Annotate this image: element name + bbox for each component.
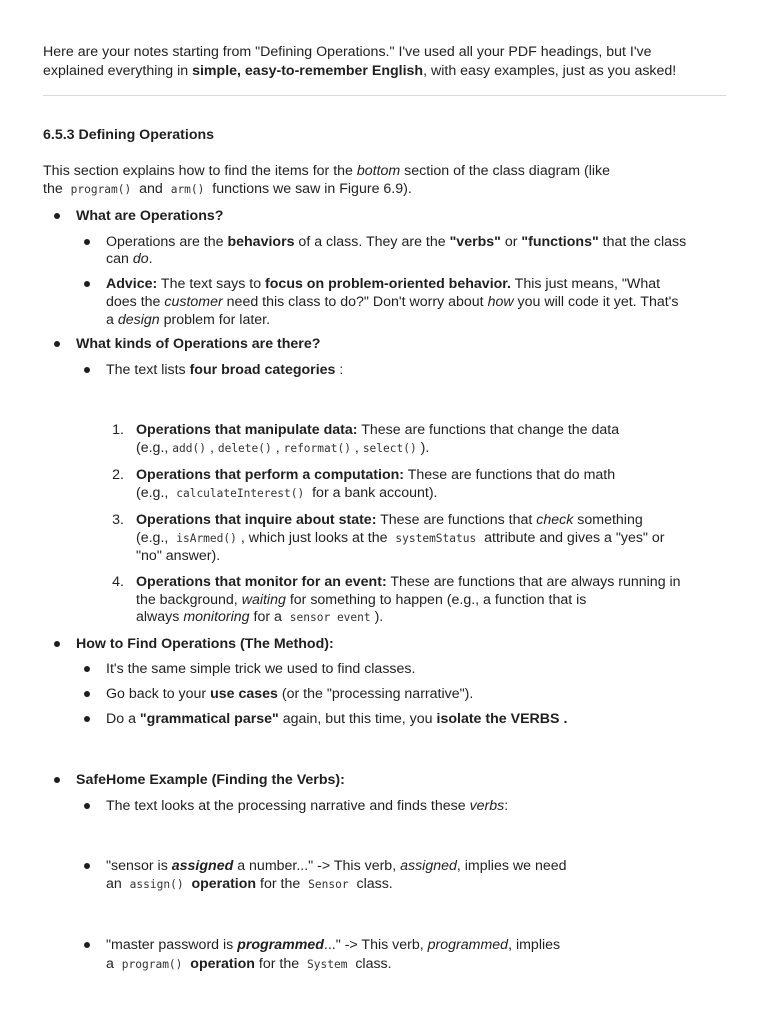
text: you will code it yet. That's [513, 294, 679, 310]
text: for the [258, 956, 300, 972]
list-number: 3. [112, 512, 124, 528]
text: (or the "processing narrative"). [277, 686, 474, 702]
text: a [106, 956, 114, 972]
text: (e.g., [136, 485, 169, 501]
text: always [136, 609, 184, 625]
text: The text looks at the processing narrative and finds these [106, 798, 470, 814]
bullet-icon [84, 367, 90, 373]
category-1-line-2 [136, 439, 429, 459]
bold-text: Operations that monitor for an event: [136, 574, 387, 590]
text: , [354, 440, 359, 456]
text: , [209, 440, 214, 456]
bold-text: operation [191, 876, 257, 892]
text: : [335, 362, 344, 378]
bullet-icon [54, 341, 60, 347]
text: a number..." -> This verb, [233, 858, 401, 874]
text: need this class to do?" Don't worry about [222, 294, 488, 310]
what-are-bullet-2-line-3 [106, 311, 270, 330]
text: (e.g., [136, 530, 169, 546]
bold-text: behaviors [227, 234, 295, 250]
text: section of the class diagram (like [400, 163, 610, 179]
italic-text: how [487, 294, 514, 310]
text: attribute and gives a "yes" or [484, 530, 665, 546]
text: This section explains how to find the items for the [43, 163, 357, 179]
bold-text: four broad categories [189, 362, 336, 378]
safehome-bullet-2-line-1 [106, 857, 567, 876]
what-are-bullet-1-line-1 [106, 233, 686, 252]
code-is-armed: isArmed() [176, 532, 237, 545]
code-program: program() [70, 183, 132, 196]
bold-text: Operations that manipulate data: [136, 422, 358, 438]
bullet-icon [54, 777, 60, 783]
text: Do a [106, 711, 140, 727]
bullet-heading-kinds: What kinds of Operations are there? [76, 336, 321, 352]
text: , implies [508, 937, 561, 953]
section-intro-line-2 [43, 180, 412, 200]
bold-text: Advice: [106, 276, 158, 292]
italic-text: programmed [427, 937, 509, 953]
safehome-bullet-1 [106, 797, 508, 816]
code-select: select() [362, 442, 417, 455]
text: problem for later. [159, 312, 271, 328]
bullet-icon [84, 691, 90, 697]
bold-text: focus on problem-oriented behavior. [265, 276, 511, 292]
category-3-line-1 [136, 511, 643, 530]
italic-text: do [132, 251, 149, 267]
italic-text: monitoring [183, 609, 250, 625]
bold-text: "functions" [521, 234, 599, 250]
how-to-bullet-2 [106, 685, 473, 704]
text: "master password is [106, 937, 238, 953]
category-4-line-1 [136, 573, 681, 592]
bullet-icon [54, 641, 60, 647]
code-sensor-event: sensor event [289, 611, 371, 624]
code-add: add() [172, 442, 206, 455]
text: that the class [598, 234, 687, 250]
bullet-icon [84, 863, 90, 869]
text: functions we saw in Figure 6.9). [212, 181, 412, 197]
bullet-heading-how-to: How to Find Operations (The Method): [76, 636, 334, 652]
category-3-line-3: "no" answer). [136, 548, 221, 564]
text: The text lists [106, 362, 190, 378]
text: These are functions that change the data [357, 422, 620, 438]
code-reformat: reformat() [283, 442, 351, 455]
bullet-icon [84, 942, 90, 948]
code-assign: assign() [129, 878, 184, 891]
safehome-bullet-3-line-1 [106, 936, 560, 955]
code-system-status: systemStatus [395, 532, 477, 545]
what-are-bullet-1-line-2 [106, 250, 153, 269]
category-4-line-3 [136, 608, 383, 628]
text: a [106, 312, 118, 328]
text: This just means, "What [510, 276, 661, 292]
category-4-line-2 [136, 591, 586, 610]
intro-text: explained everything in [43, 63, 193, 79]
safehome-bullet-2-line-2 [106, 875, 393, 895]
bold-text: . [559, 711, 568, 727]
text: class. [356, 876, 393, 892]
text: something [573, 512, 643, 528]
text: for the [260, 876, 301, 892]
code-system: System [307, 958, 348, 971]
text: These are functions that [376, 512, 537, 528]
text: ). [420, 440, 430, 456]
bullet-icon [84, 239, 90, 245]
intro-text: , with easy examples, just as you asked! [423, 63, 677, 79]
text: again, but this time, you [278, 711, 437, 727]
text: (e.g., [136, 440, 169, 456]
intro-text: Here are your notes starting from "Defining Operations." I've used all your PDF headings, but I've [43, 44, 652, 60]
italic-text: check [536, 512, 574, 528]
list-number: 4. [112, 574, 124, 590]
italic-text: verbs [469, 798, 505, 814]
text: class. [355, 956, 392, 972]
text: for something to happen (e.g., a function that is [285, 592, 587, 608]
section-heading: 6.5.3 Defining Operations [43, 127, 215, 143]
bold-text: Operations that perform a computation: [136, 467, 405, 483]
italic-text: waiting [241, 592, 286, 608]
text: Operations are the [106, 234, 228, 250]
intro-line-2 [43, 62, 676, 81]
italic-text: design [117, 312, 160, 328]
text: . [148, 251, 153, 267]
bold-text: Operations that inquire about state: [136, 512, 377, 528]
text: ..." -> This verb, [323, 937, 428, 953]
intro-line-1 [43, 43, 652, 62]
divider [43, 95, 726, 96]
bold-text: isolate the VERBS [436, 711, 560, 727]
how-to-bullet-1: It's the same simple trick we used to find classes. [106, 661, 416, 677]
bullet-icon [54, 213, 60, 219]
text: , [275, 440, 280, 456]
what-are-bullet-2-line-2 [106, 293, 678, 312]
code-calculate-interest: calculateInterest() [176, 487, 305, 500]
text: : [504, 798, 509, 814]
italic-text: assigned [400, 858, 457, 874]
category-1-line-1 [136, 421, 619, 440]
list-number: 1. [112, 422, 124, 438]
bold-text: operation [190, 956, 255, 972]
text: the [43, 181, 63, 197]
how-to-bullet-3 [106, 710, 567, 729]
italic-text: customer [164, 294, 223, 310]
kinds-bullet-1 [106, 361, 343, 380]
bold-text: "grammatical parse" [139, 711, 279, 727]
section-intro-line-1 [43, 162, 610, 181]
code-program: program() [121, 958, 183, 971]
text: the background, [136, 592, 242, 608]
code-delete: delete() [217, 442, 272, 455]
text: an [106, 876, 122, 892]
bullet-icon [84, 281, 90, 287]
bullet-icon [84, 803, 90, 809]
safehome-bullet-3-line-2 [106, 955, 392, 975]
intro-bold: simple, easy-to-remember English [192, 63, 424, 79]
text: and [139, 181, 163, 197]
text: does the [106, 294, 165, 310]
code-arm: arm() [170, 183, 205, 196]
category-3-line-2 [136, 529, 665, 549]
code-sensor: Sensor [308, 878, 349, 891]
bullet-heading-what-are: What are Operations? [76, 208, 224, 224]
bold-text: use cases [210, 686, 278, 702]
text: for a [249, 609, 282, 625]
list-number: 2. [112, 467, 124, 483]
bold-italic-text: programmed [237, 937, 324, 953]
text: , implies we need [456, 858, 567, 874]
text: , which just looks at the [240, 530, 388, 546]
bold-text: "verbs" [449, 234, 501, 250]
text: These are functions that do math [404, 467, 616, 483]
category-2-line-1 [136, 466, 615, 485]
bold-italic-text: assigned [171, 858, 234, 874]
text: The text says to [157, 276, 266, 292]
bullet-icon [84, 666, 90, 672]
text: Go back to your [106, 686, 211, 702]
text: ). [374, 609, 384, 625]
bullet-icon [84, 716, 90, 722]
text: or [500, 234, 522, 250]
text: of a class. They are the [294, 234, 450, 250]
bullet-heading-safehome: SafeHome Example (Finding the Verbs): [76, 772, 345, 788]
text: for a bank account). [312, 485, 438, 501]
italic-text: bottom [356, 163, 401, 179]
what-are-bullet-2-line-1 [106, 275, 660, 294]
category-2-line-2 [136, 484, 438, 504]
text: can [106, 251, 133, 267]
text: "sensor is [106, 858, 172, 874]
text: These are functions that are always running in [386, 574, 681, 590]
